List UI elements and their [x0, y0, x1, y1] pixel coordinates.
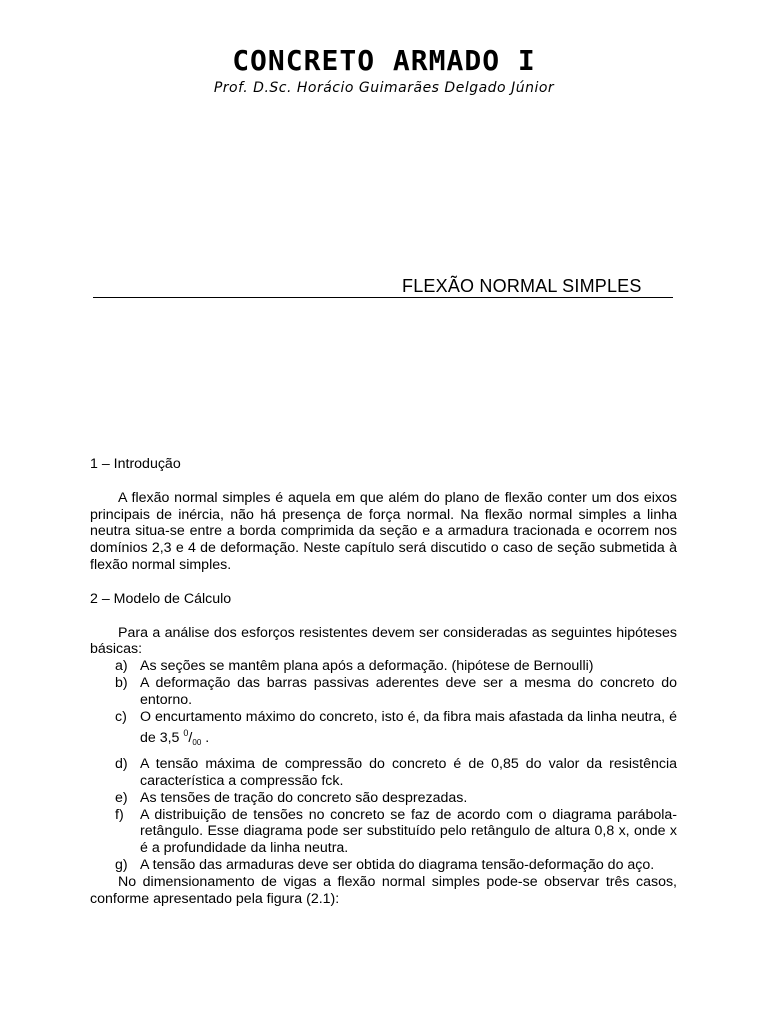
section-1-heading: 1 – Introdução: [90, 456, 181, 472]
permil-superscript: 0: [183, 728, 189, 739]
header-subtitle: Prof. D.Sc. Horácio Guimarães Delgado Júnior: [213, 80, 555, 96]
hypothesis-marker: e): [115, 789, 128, 806]
section-2-closing: No dimensionamento de vigas a flexão normal simples pode-se observar três casos, conforme apresentado pela figura (2.1):: [90, 873, 677, 907]
hypothesis-marker: b): [115, 674, 128, 691]
hypothesis-marker: g): [115, 856, 128, 873]
header-title: CONCRETO ARMADO I: [232, 44, 536, 77]
chapter-rule: [93, 297, 673, 298]
section-1-paragraph: A flexão normal simples é aquela em que além do plano de flexão conter um dos eixos principais de inércia, não há presença de força normal. Na flexão normal simples a linha neutra situa-se entre a borda comprimida da seção e a armadura tracionada e ocorrem nos domínios 2,3 e 4 de deformação. Neste capítulo será discutido o caso de seção submetida à flexão normal simples.: [90, 489, 677, 573]
hypothesis-item: [90, 709, 677, 753]
section-2-heading: 2 – Modelo de Cálculo: [90, 590, 232, 607]
hypothesis-item: [90, 756, 677, 790]
hypothesis-marker: c): [115, 708, 127, 725]
permil-subscript: 00: [192, 738, 202, 748]
hypothesis-text: O encurtamento máximo do concreto, isto é, da fibra mais afastada da linha neutra, é de 3,5: [140, 708, 677, 747]
hypothesis-item: [90, 658, 677, 675]
hypothesis-item: [90, 675, 677, 709]
hypothesis-marker: f): [115, 806, 124, 823]
chapter-title: FLEXÃO NORMAL SIMPLES: [402, 276, 642, 296]
document-body: [90, 456, 677, 907]
section-2-intro: Para a análise dos esforços resistentes devem ser consideradas as seguintes hipóteses básicas:: [90, 624, 677, 658]
hypothesis-marker: a): [115, 658, 128, 675]
permil-trailing: .: [205, 730, 210, 747]
hypothesis-text: As seções se mantêm plana após a deformação. (hipótese de Bernoulli): [140, 658, 594, 675]
hypothesis-item: [90, 857, 677, 874]
hypothesis-item: [90, 807, 677, 857]
hypothesis-text: A tensão máxima de compressão do concreto é de 0,85 do valor da resistência característica a compressão fck.: [140, 756, 677, 789]
hypotheses-list: [90, 658, 677, 874]
permil-slash: /: [188, 730, 193, 747]
hypothesis-text: As tensões de tração do concreto são desprezadas.: [140, 789, 468, 806]
hypothesis-marker: d): [115, 756, 128, 773]
hypothesis-item: [90, 790, 677, 807]
hypothesis-text: A tensão das armaduras deve ser obtida do diagrama tensão-deformação do aço.: [140, 856, 655, 873]
hypothesis-text: A deformação das barras passivas aderentes deve ser a mesma do concreto do entorno.: [140, 674, 677, 708]
hypothesis-text: A distribuição de tensões no concreto se faz de acordo com o diagrama parábola-retângulo. Esse diagrama pode ser substituído pelo retângulo de altura 0,8 x, onde x é a profundidade da linha neutra.: [140, 806, 677, 857]
